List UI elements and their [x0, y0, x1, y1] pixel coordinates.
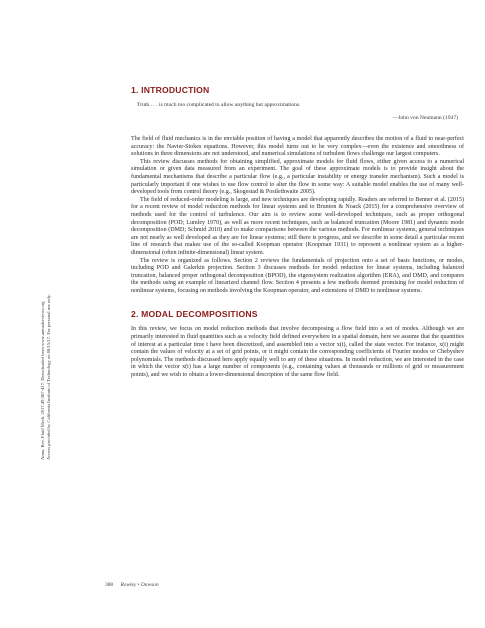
running-authors: Rowley • Dawson: [120, 582, 159, 588]
intro-paragraph-1: The field of fluid mechanics is in the enviable position of having a model that apparently describes the motion of a fluid to near-perfect accuracy: the Navier-Stokes equations. However, this model turns out to be very complex—even the existence and smoothness of solutions in three dimensions are not understood, and numerical simulations of turbulent flows challenge our largest computers.: [131, 136, 464, 158]
modal-decompositions-paragraph: In this review, we focus on model reduction methods that involve decomposing a flow field into a set of modes. Although we are primarily interested in fluid quantities such as a velocity field defined everywhere in a spatial domain, here we assume that the quantities of interest at a particular time t have been discretized, and assembled into a vector x(t), called the state vector. For instance, x(t) might contain the values of velocity at a set of grid points, or it might contain the corresponding coefficients of Fourier modes or Chebyshev polynomials. The methods discussed here apply equally well to any of these situations. In model reduction, we are interested in the case in which the vector x(t) has a large number of components (e.g., containing values at thousands or millions of grid or measurement points), and we wish to obtain a lower-dimensional description of the same flow field.: [131, 326, 464, 379]
main-text-column: [131, 85, 464, 380]
section-heading-introduction: 1. INTRODUCTION: [131, 85, 210, 95]
intro-paragraph-4: The review is organized as follows. Section 2 reviews the fundamentals of projection onto a set of basis functions, or modes, including POD and Galerkin projection. Section 3 discusses methods for model reduction for linear systems, including balanced truncation, balanced proper orthogonal decomposition (BPOD), the eigensystem realization algorithm (ERA), and DMD, and compares the methods using an example of linearized channel flow. Section 4 presents a few methods deemed promising for model reduction of nonlinear systems, focusing on methods involving the Koopman operator, and extensions of DMD to nonlinear systems.: [131, 257, 464, 294]
download-side-note: [40, 140, 52, 460]
intro-paragraph-3: The field of reduced-order modeling is large, and new techniques are developing rapidly. Readers are referred to Benner et al. (2015) for a recent review of model reduction methods for linear systems and to Brunton & Noack (2015) for a comprehensive overview of methods used for the control of turbulence. Our aim is to review some well-developed techniques, such as proper orthogonal decomposition (POD; Lumley 1970), as well as more recent techniques, such as balanced truncation (Moore 1981) and dynamic mode decomposition (DMD; Schmid 2010) and to make comparisons between the various methods. For nonlinear systems, general techniques are not nearly as well developed as they are for linear systems; still there is progress, and we describe in some detail a particular recent line of research that makes use of the so-called Koopman operator (Koopman 1931) to represent a nonlinear system as a higher-dimensional (often infinite-dimensional) linear system.: [131, 196, 464, 256]
page-number: 388: [105, 582, 114, 588]
page-footer: [105, 582, 159, 589]
epigraph-attribution: —John von Neumann (1947): [392, 115, 458, 121]
section-heading-modal-decompositions: 2. MODAL DECOMPOSITIONS: [131, 309, 258, 320]
intro-paragraph-2: This review discusses methods for obtaining simplified, approximate models for fluid flows, either given access to a numerical simulation or given data measured from an experiment. The goal of these approximate models is to provide insight about the fundamental mechanisms that describe a particular flow (e.g., a particular instability or energy transfer mechanism). Such a model is particularly important if one wishes to use flow control to alter the flow in some way: A suitable model enables the use of many well-developed tools from control theory (e.g., Skogestad & Postlethwaite 2005).: [131, 158, 464, 196]
side-note-line-1: Annu. Rev. Fluid Mech. 2017.49:387-417. Downloaded from www.annualreviews.org: [40, 301, 45, 460]
epigraph-quote: Truth . . . is much too complicated to allow anything but approximations.: [137, 102, 301, 108]
side-note-line-2: Access provided by California Institute of Technology on 08/15/17. For personal use only.: [46, 294, 51, 460]
